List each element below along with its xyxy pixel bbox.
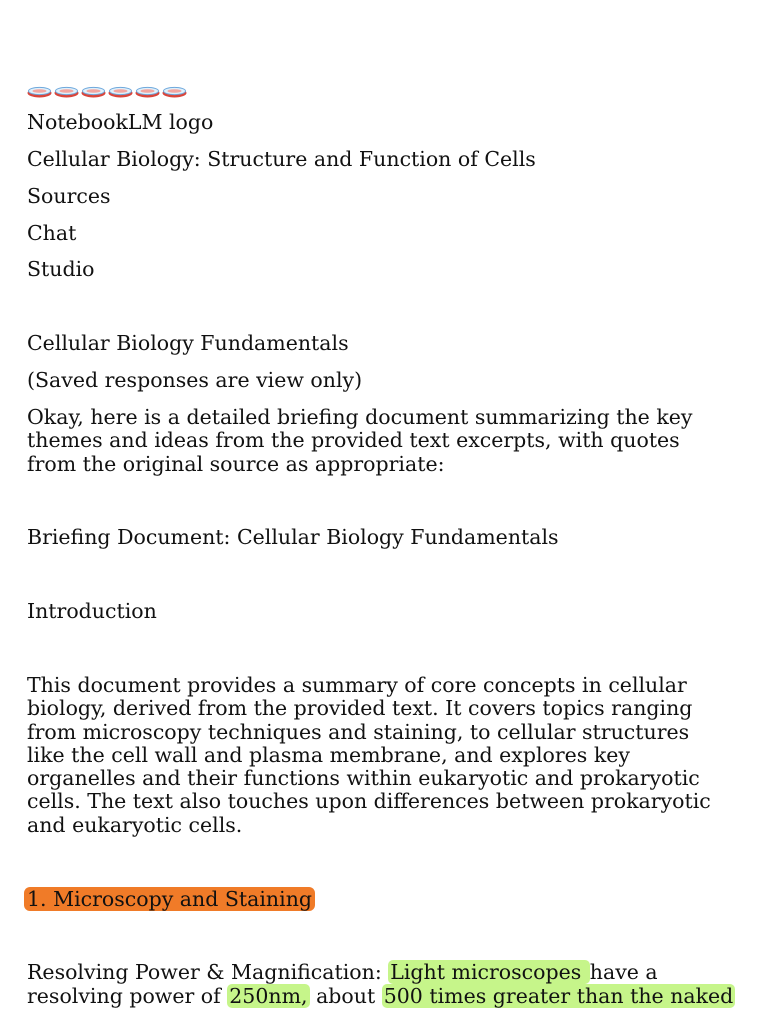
petri-dish-icon	[81, 86, 106, 98]
introduction-body: This document provides a summary of core concepts in cellular biology, derived from the provided text. It covers topics ranging from microscopy techniques and staining, to cellular structures like the cell wall and plasma membrane, and explores key organelles and their functions within eukaryotic and prokaryotic cells. The text also touches upon differences between prokaryotic and eukaryotic cells.	[27, 673, 711, 837]
text-run: about	[309, 984, 382, 1008]
intro-paragraph: Okay, here is a detailed briefing document summarizing the key themes and ideas from the provided text excerpts, with quotes from the original source as appropriate:	[27, 405, 693, 476]
introduction-heading: Introduction	[27, 599, 157, 623]
nav-sources-link[interactable]: Sources	[27, 184, 111, 208]
section-heading-microscopy	[27, 888, 315, 911]
logo-alt-text[interactable]: NotebookLM logo	[27, 110, 214, 134]
resolving-power-label: Resolving Power & Magnification:	[27, 960, 389, 984]
resolving-power-line-1	[27, 961, 658, 984]
view-only-notice: (Saved responses are view only)	[27, 368, 363, 392]
orange-highlight: 1. Microscopy and Staining	[24, 887, 315, 911]
header-icon-row	[27, 86, 187, 98]
petri-dish-icon	[27, 86, 52, 98]
note-title: Cellular Biology Fundamentals	[27, 331, 349, 355]
resolving-power-line-2	[27, 985, 735, 1008]
green-highlight: 500 times greater than the naked	[383, 984, 734, 1008]
petri-dish-icon	[54, 86, 79, 98]
nav-studio-link[interactable]: Studio	[27, 257, 95, 281]
briefing-heading: Briefing Document: Cellular Biology Fundamentals	[27, 525, 559, 549]
green-highlight: Light microscopes	[390, 960, 588, 984]
text-run: resolving power of	[27, 984, 228, 1008]
petri-dish-icon	[162, 86, 187, 98]
petri-dish-icon	[135, 86, 160, 98]
green-highlight: 250nm,	[229, 984, 308, 1008]
petri-dish-icon	[108, 86, 133, 98]
notebook-title: Cellular Biology: Structure and Function of Cells	[27, 147, 536, 171]
text-run: have a	[589, 960, 658, 984]
nav-chat-link[interactable]: Chat	[27, 221, 77, 245]
